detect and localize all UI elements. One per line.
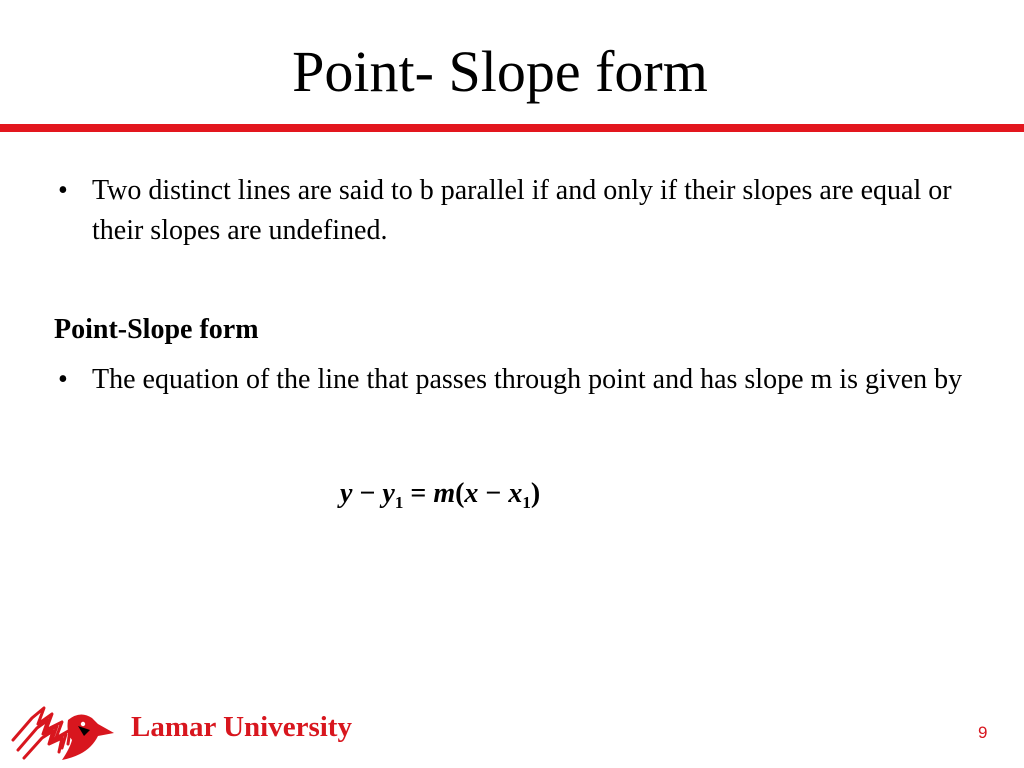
equation-m: m xyxy=(433,478,456,509)
equation-y1-subscript: 1 xyxy=(394,493,404,512)
section-heading: Point-Slope form xyxy=(54,314,259,345)
bullet-symbol: • xyxy=(58,175,68,206)
equation-minus: − xyxy=(485,478,502,509)
bullet-text: Two distinct lines are said to b parallel if and only if their slopes are equal or their slopes are undefined. xyxy=(92,175,952,246)
point-slope-equation xyxy=(340,474,540,514)
slide-title: Point- Slope form xyxy=(292,39,708,104)
equation-x1-subscript: 1 xyxy=(522,493,531,512)
bullet-symbol: • xyxy=(58,364,68,395)
equation-x1-var: x xyxy=(508,478,523,509)
cardinal-logo-icon xyxy=(10,700,115,762)
equation-close-paren: ) xyxy=(530,478,541,509)
bullet-line-equation xyxy=(58,360,988,400)
equation-y1-var: y xyxy=(382,478,395,509)
equation-y1 xyxy=(382,478,404,512)
bullet-text: The equation of the line that passes through point and has slope m is given by xyxy=(92,364,963,395)
equation-x1 xyxy=(508,478,531,512)
university-name: Lamar University xyxy=(131,711,352,743)
bullet-parallel-lines xyxy=(58,171,988,251)
equation-y: y xyxy=(340,478,353,509)
page-number: 9 xyxy=(978,723,988,742)
equation-equals: = xyxy=(410,478,427,509)
equation-x: x xyxy=(464,478,479,509)
equation-open-paren: ( xyxy=(455,478,465,509)
equation-minus: − xyxy=(359,478,376,509)
